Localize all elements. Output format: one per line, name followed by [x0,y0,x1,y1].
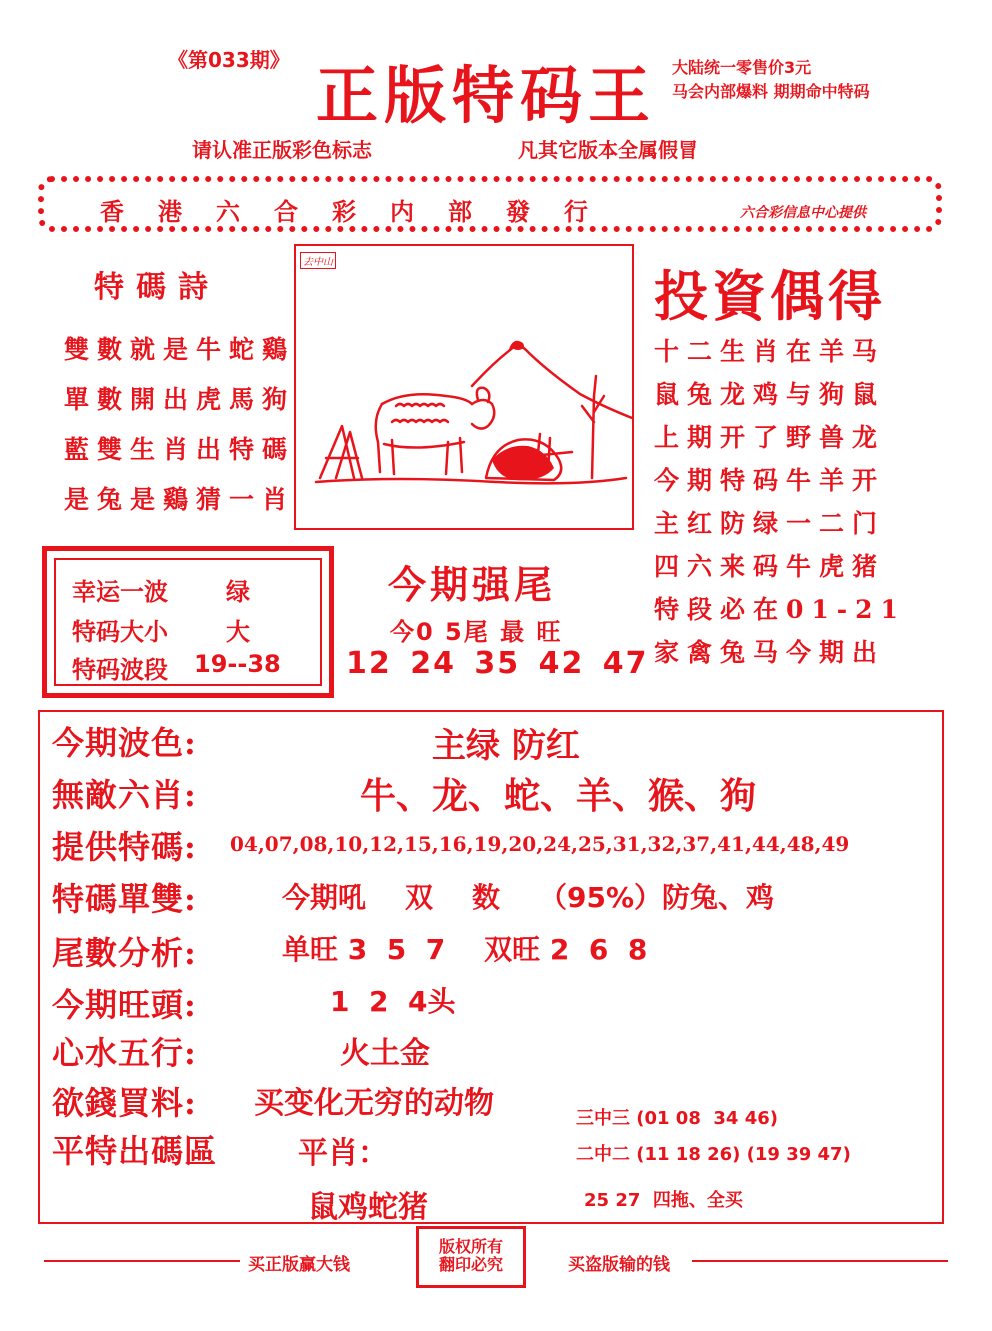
issue-number: 《第033期》 [168,48,290,72]
poem-title: 特碼詩 [94,270,220,305]
invest-line: 上期开了野兽龙 [654,423,886,452]
illustration-stamp: 去中山 [300,252,336,269]
strong-tail-subtitle: 今0 5尾 最 旺 [390,618,563,646]
poem-line: 單數開出虎馬狗 [64,385,296,414]
footer-divider-left [44,1260,240,1262]
invest-line: 四六来码牛虎猪 [654,552,886,581]
row-value-buy-tips: 买变化无穷的动物 [254,1086,494,1121]
strong-tail-numbers: 12 24 35 42 47 [346,646,649,681]
price-line-2: 马会内部爆料 期期命中特码 [672,82,870,101]
row-value-flat-zodiac-label: 平肖： [298,1136,388,1171]
combo-line: 二中二 (11 18 26) (19 39 47) [576,1144,851,1165]
poem-line: 是兔是鷄猜一肖 [64,485,296,514]
row-label-wave-color: 今期波色: [52,724,197,762]
invest-line: 家禽兔马今期出 [654,638,886,667]
notice-authentic: 请认准正版彩色标志 [192,138,372,162]
invest-line: 鼠兔龙鸡与狗鼠 [654,380,886,409]
combo-line: 三中三 (01 08 34 46) [576,1108,778,1129]
invest-line: 主红防绿一二门 [654,509,886,538]
flat-zodiac-value: 鼠鸡蛇猪 [308,1190,428,1225]
footer-slogan-left: 买正版赢大钱 [248,1255,350,1275]
row-label-six-zodiac: 無敵六肖: [52,776,197,814]
strong-tail-title: 今期强尾 [388,562,557,607]
poem-line: 雙數就是牛蛇鷄 [64,335,296,364]
lucky-value: 19--38 [194,650,281,678]
lucky-label: 特码波段 [72,656,168,684]
notice-fake: 凡其它版本全属假冒 [518,138,698,162]
lucky-value: 绿 [226,578,250,606]
row-value-odd-even: 今期吼 双 数 （95%）防兔、鸡 [282,881,774,914]
banner-note: 六合彩信息中心提供 [740,205,866,221]
row-label-tail-analysis: 尾數分析: [52,934,197,972]
row-label-buy-tips: 欲錢買料: [52,1084,197,1122]
lucky-value: 大 [226,618,250,646]
row-value-six-zodiac: 牛、龙、蛇、羊、猴、狗 [360,776,757,817]
row-label-lucky-head: 今期旺頭: [52,986,197,1024]
price-block [672,56,870,104]
row-value-five-elements: 火土金 [340,1036,430,1071]
invest-title: 投資偶得 [654,264,886,328]
invest-line: 今期特码牛羊开 [654,466,886,495]
goat-mountain-illustration [296,246,632,528]
banner-title: 香港六合彩内部發行 [100,197,622,226]
row-label-special-numbers: 提供特碼: [52,828,197,866]
combo-line: 25 27 四拖、全买 [584,1190,743,1211]
price-line-1: 大陆统一零售价3元 [672,58,812,77]
row-label-five-elements: 心水五行: [52,1034,197,1072]
footer-slogan-right: 买盗版输的钱 [568,1255,670,1275]
poem-line: 藍雙生肖出特碼 [64,435,296,464]
row-label-flat-zone: 平特出碼區 [52,1132,218,1170]
invest-line: 特段必在01-21 [654,595,906,624]
row-label-odd-even: 特碼單雙: [52,880,197,918]
row-value-lucky-head: 1 2 4头 [330,985,456,1018]
copyright-text: 版权所有 翻印必究 [438,1237,503,1274]
illustration-frame [294,244,634,530]
brand-title: 正版特码王 [316,59,657,132]
lucky-label: 特码大小 [72,618,168,646]
footer-divider-right [692,1260,948,1262]
lucky-label: 幸运一波 [72,578,168,606]
row-value-tail-analysis: 单旺 3 5 7 双旺 2 6 8 [282,933,648,966]
row-value-special-numbers: 04,07,08,10,12,15,16,19,20,24,25,31,32,37,41,44,48,49 [230,832,850,856]
row-value-wave-color: 主绿 防红 [432,726,580,766]
invest-line: 十二生肖在羊马 [654,337,886,366]
